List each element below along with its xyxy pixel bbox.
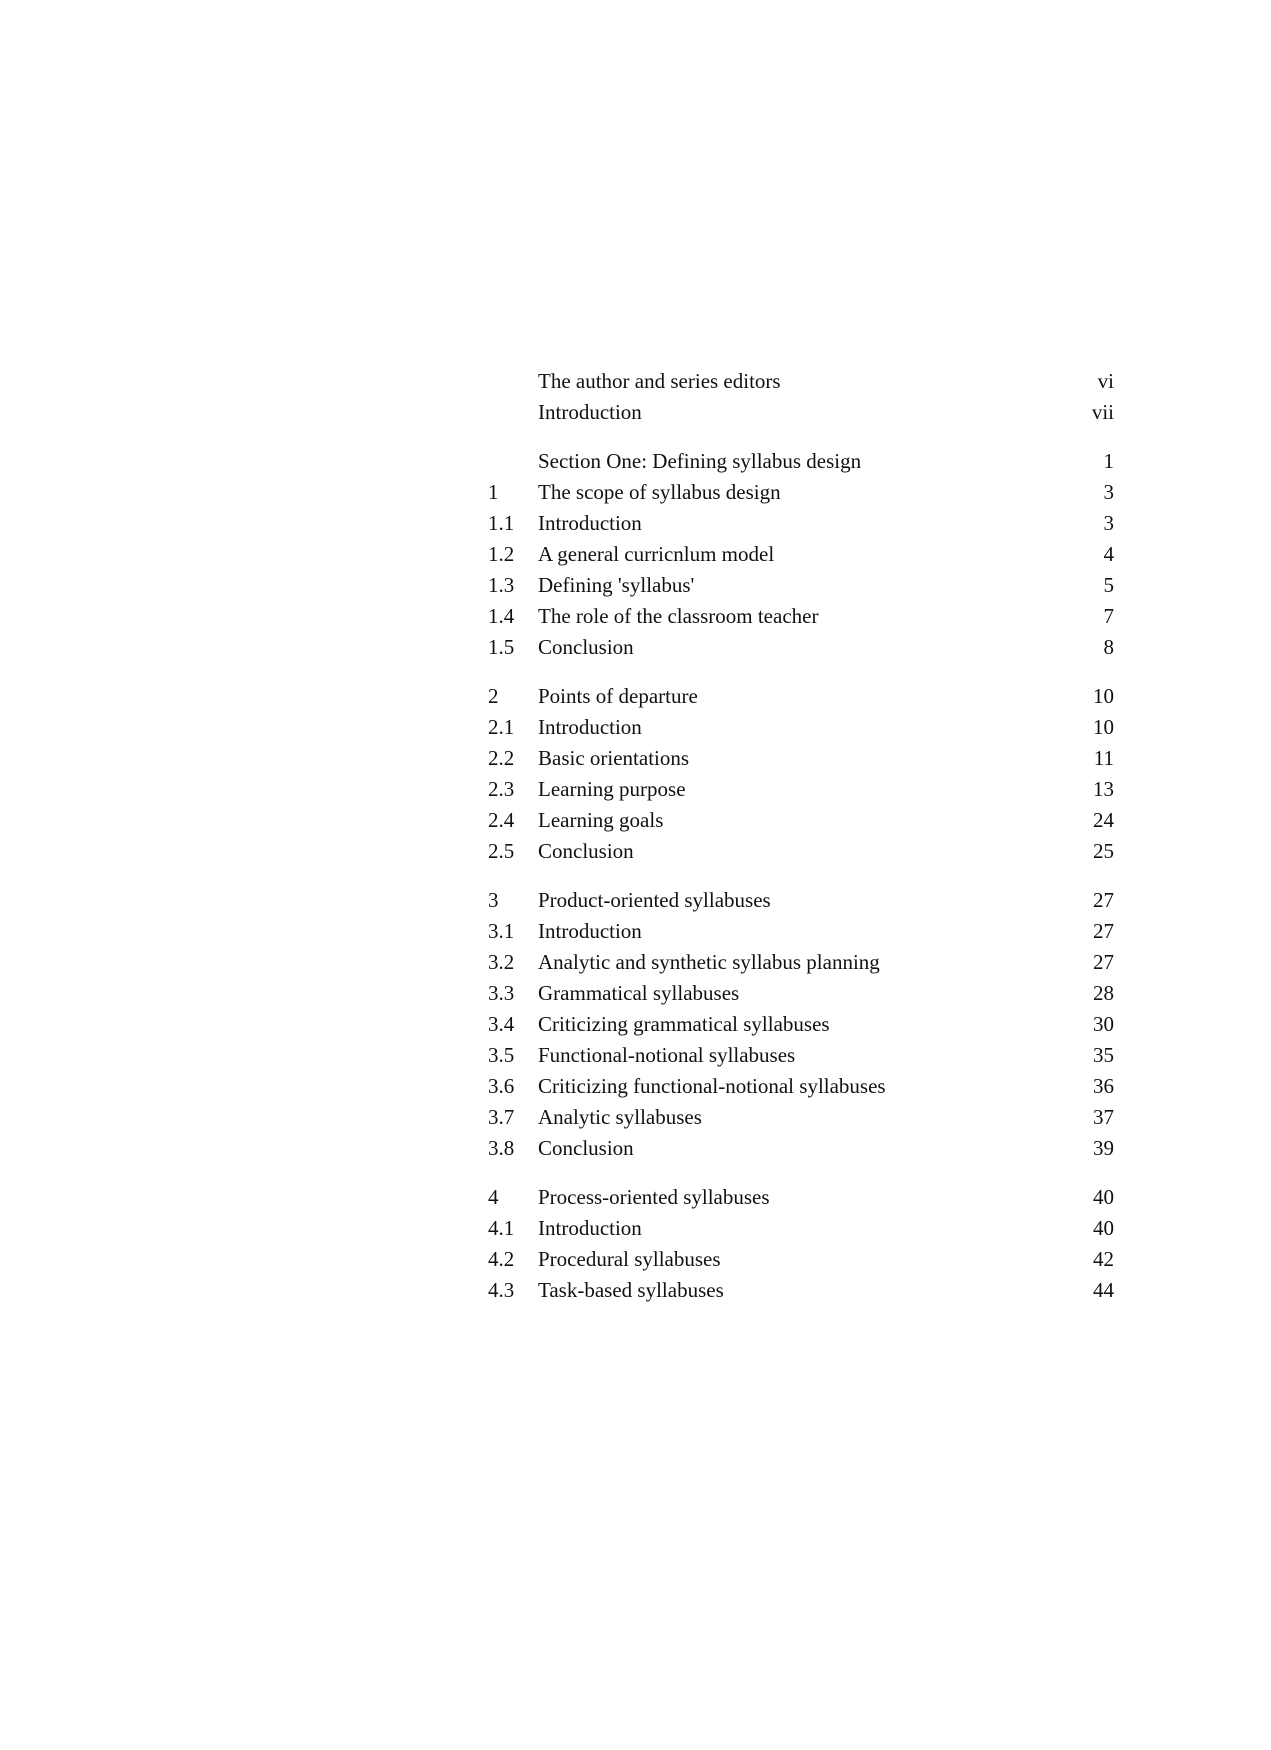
toc-entry xyxy=(488,1133,1114,1164)
toc-entry-page: 27 xyxy=(1093,950,1114,974)
toc-group xyxy=(488,446,1114,663)
toc-entry-title: Learning goals xyxy=(538,808,664,832)
toc-entry-title: Functional-notional syllabuses xyxy=(538,1043,796,1067)
toc-entry-title: Learning purpose xyxy=(538,777,686,801)
toc-entry-page: 1 xyxy=(1103,449,1114,473)
toc-entry xyxy=(488,1040,1114,1071)
toc-entry-page: 30 xyxy=(1093,1012,1114,1036)
toc-entry-page: 40 xyxy=(1093,1216,1114,1240)
toc-entry-title: Analytic syllabuses xyxy=(538,1105,702,1129)
toc-entry-page: 40 xyxy=(1093,1185,1114,1209)
toc-entry-title: Task-based syllabuses xyxy=(538,1278,724,1302)
toc-entry-page: 42 xyxy=(1093,1247,1114,1271)
toc-entry-page: 11 xyxy=(1093,746,1114,770)
toc-entry-title: Conclusion xyxy=(538,635,634,659)
toc-entry-title: A general curricnlum model xyxy=(538,542,775,566)
toc-entry-page: 5 xyxy=(1103,573,1114,597)
toc-entry-number: 2 xyxy=(488,684,499,708)
toc-entry xyxy=(488,601,1114,632)
toc-entry xyxy=(488,1071,1114,1102)
toc-entry-page: 28 xyxy=(1093,981,1114,1005)
toc-entry-title: Introduction xyxy=(538,400,642,424)
toc-entry xyxy=(488,978,1114,1009)
toc-entry-number: 3.3 xyxy=(488,981,515,1005)
toc-entry-number: 1.1 xyxy=(488,511,515,535)
toc-entry-page: 10 xyxy=(1093,684,1114,708)
toc-entry-page: 39 xyxy=(1093,1136,1114,1160)
toc-entry-page: 25 xyxy=(1093,839,1114,863)
toc-entry-title: Procedural syllabuses xyxy=(538,1247,721,1271)
toc-group xyxy=(488,885,1114,1164)
toc-entry-page: 35 xyxy=(1093,1043,1114,1067)
toc-entry-number: 3.4 xyxy=(488,1012,515,1036)
toc-entry-title: Process-oriented syllabuses xyxy=(538,1185,770,1209)
toc-entry-page: 27 xyxy=(1093,919,1114,943)
toc-entry-title: Points of departure xyxy=(538,684,698,708)
toc-entry-title: Section One: Defining syllabus design xyxy=(538,449,862,473)
toc-entry xyxy=(488,539,1114,570)
toc-entry-page: 10 xyxy=(1093,715,1114,739)
toc-entry-page: 8 xyxy=(1103,635,1114,659)
toc-entry-number: 4.2 xyxy=(488,1247,515,1271)
toc-entry xyxy=(488,743,1114,774)
toc-entry-title: Introduction xyxy=(538,919,642,943)
toc-entry xyxy=(488,1102,1114,1133)
toc-entry-title: Criticizing grammatical syllabuses xyxy=(538,1012,830,1036)
toc-entry-number: 3.8 xyxy=(488,1136,515,1160)
toc-entry-number: 2.3 xyxy=(488,777,515,801)
toc-entry xyxy=(488,570,1114,601)
toc-entry-page: 3 xyxy=(1103,480,1114,504)
toc-entry-title: Criticizing functional-notional syllabuses xyxy=(538,1074,886,1098)
toc-entry-number: 4 xyxy=(488,1185,499,1209)
toc-entry xyxy=(488,1244,1114,1275)
toc-group xyxy=(488,681,1114,867)
toc-group xyxy=(488,366,1114,428)
toc-entry-number: 2.1 xyxy=(488,715,515,739)
toc-entry-title: Grammatical syllabuses xyxy=(538,981,740,1005)
toc-entry-number: 2.5 xyxy=(488,839,515,863)
toc-entry-page: 36 xyxy=(1093,1074,1114,1098)
toc-entry-number: 4.1 xyxy=(488,1216,515,1240)
toc-entry xyxy=(488,366,1114,397)
toc-entry xyxy=(488,774,1114,805)
toc-entry xyxy=(488,1182,1114,1213)
toc-entry xyxy=(488,885,1114,916)
toc-entry-page: 37 xyxy=(1093,1105,1114,1129)
toc-entry-number: 4.3 xyxy=(488,1278,515,1302)
toc-entry-title: Introduction xyxy=(538,511,642,535)
toc-entry-number: 2.2 xyxy=(488,746,515,770)
toc-entry-number: 1.2 xyxy=(488,542,515,566)
toc-entry-title: Conclusion xyxy=(538,839,634,863)
toc-entry-number: 1 xyxy=(488,480,499,504)
toc-entry-number: 3 xyxy=(488,888,499,912)
toc-entry-page: 27 xyxy=(1093,888,1114,912)
toc-entry xyxy=(488,947,1114,978)
toc-entry-title: The role of the classroom teacher xyxy=(538,604,819,628)
toc-entry xyxy=(488,1213,1114,1244)
toc-entry-number: 1.4 xyxy=(488,604,515,628)
toc-entry-page: 7 xyxy=(1103,604,1114,628)
toc-entry-number: 1.3 xyxy=(488,573,515,597)
toc-entry-page: vi xyxy=(1097,369,1114,393)
toc-entry xyxy=(488,1009,1114,1040)
table-of-contents xyxy=(488,366,1114,1324)
toc-entry xyxy=(488,712,1114,743)
toc-entry-title: Analytic and synthetic syllabus planning xyxy=(538,950,880,974)
toc-entry-title: Product-oriented syllabuses xyxy=(538,888,771,912)
toc-entry xyxy=(488,446,1114,477)
toc-entry-title: The author and series editors xyxy=(538,369,781,393)
toc-entry-number: 3.5 xyxy=(488,1043,515,1067)
toc-entry xyxy=(488,681,1114,712)
toc-entry-title: Basic orientations xyxy=(538,746,690,770)
toc-entry-page: 13 xyxy=(1093,777,1114,801)
toc-entry xyxy=(488,397,1114,428)
toc-entry-number: 3.2 xyxy=(488,950,515,974)
toc-entry-number: 1.5 xyxy=(488,635,515,659)
toc-entry-title: Introduction xyxy=(538,1216,642,1240)
toc-entry-title: Defining 'syllabus' xyxy=(538,573,695,597)
toc-entry-number: 3.1 xyxy=(488,919,515,943)
toc-entry-number: 3.7 xyxy=(488,1105,515,1129)
toc-entry-title: Introduction xyxy=(538,715,642,739)
toc-entry-page: 24 xyxy=(1093,808,1114,832)
toc-group xyxy=(488,1182,1114,1306)
toc-entry xyxy=(488,477,1114,508)
toc-entry xyxy=(488,836,1114,867)
toc-entry xyxy=(488,805,1114,836)
toc-entry xyxy=(488,508,1114,539)
toc-entry-page: vii xyxy=(1091,400,1114,424)
toc-entry-title: Conclusion xyxy=(538,1136,634,1160)
toc-entry-number: 2.4 xyxy=(488,808,515,832)
toc-entry-page: 44 xyxy=(1093,1278,1114,1302)
toc-entry-page: 4 xyxy=(1103,542,1114,566)
toc-entry xyxy=(488,1275,1114,1306)
toc-entry-number: 3.6 xyxy=(488,1074,515,1098)
toc-entry-page: 3 xyxy=(1103,511,1114,535)
toc-entry xyxy=(488,632,1114,663)
toc-entry-title: The scope of syllabus design xyxy=(538,480,781,504)
toc-entry xyxy=(488,916,1114,947)
